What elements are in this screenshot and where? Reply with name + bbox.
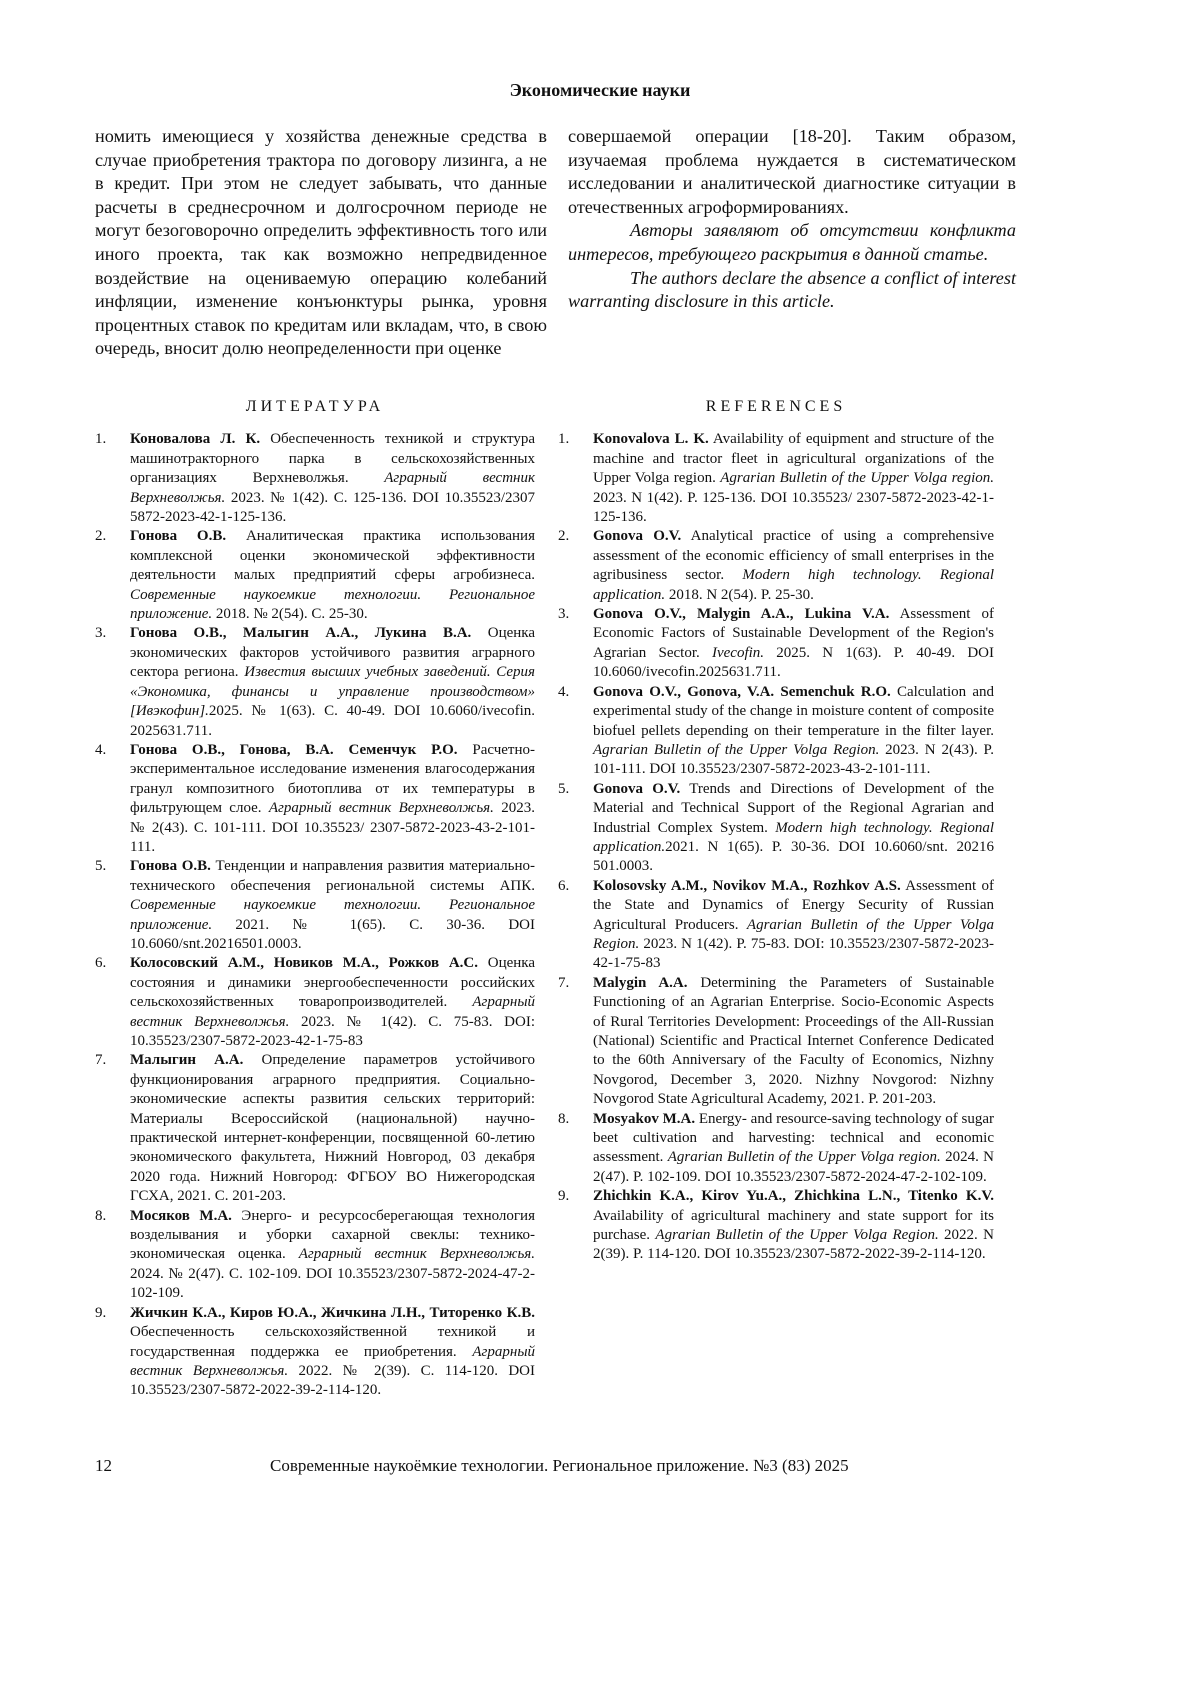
reference-item bbox=[95, 430, 535, 527]
reference-item bbox=[558, 605, 994, 683]
reference-authors: Malygin A.A. bbox=[593, 974, 688, 991]
reference-text: Energy- and resource-saving technology of sugar beet cultivation and harvesting: technical and economic assessment. bbox=[593, 1110, 995, 1166]
literature-list bbox=[95, 397, 535, 1401]
reference-number: 6. bbox=[95, 955, 107, 972]
reference-text: Оценка состояния и динамики энергообеспеченности российских сельскохозяйственных товаропроизводителей. bbox=[130, 955, 535, 1011]
reference-authors: Жичкин К.А., Киров Ю.А., Жичкина Л.Н., Титоренко К.В. bbox=[130, 1304, 535, 1321]
reference-number: 3. bbox=[95, 625, 107, 642]
reference-text: Определение параметров устойчивого функционирования аграрного предприятия. Социально-экономические аспекты развития сельских территорий: Материалы Всероссийской (национальной) научно-практической интернет-конференции, посвященной 60-летию экономического факультета, Нижний Новгород, 03 декабря 2020 года. Нижний Новгород: ФГБОУ ВО Нижегородская ГСХА, 2021. С. 201-203. bbox=[130, 1052, 535, 1205]
reference-item bbox=[558, 877, 994, 974]
right-column bbox=[568, 125, 1016, 314]
reference-authors: Гонова О.В., Гонова, В.А. Семенчук Р.О. bbox=[130, 741, 458, 758]
reference-details: 2024. N 2(47). P. 102-109. DOI 10.35523/2307-5872-2024-47-2-102-109. bbox=[593, 1149, 994, 1185]
reference-number: 4. bbox=[95, 741, 107, 758]
reference-item bbox=[95, 624, 535, 740]
reference-text: Calculation and experimental study of the change in moisture content of composite biofuel pellets depending on their temperature in the filter layer. bbox=[593, 683, 994, 739]
reference-details: 2018. № 2(54). С. 25-30. bbox=[212, 606, 368, 623]
reference-number: 9. bbox=[95, 1304, 107, 1321]
reference-details: 2022. № 2(39). С. 114-120. DOI 10.35523/2307-5872-2022-39-2-114-120. bbox=[130, 1362, 535, 1399]
reference-details: 2024. № 2(47). С. 102-109. DOI 10.35523/2307-5872-2024-47-2-102-109. bbox=[130, 1265, 535, 1302]
reference-authors: Konovalova L. K. bbox=[593, 431, 709, 448]
reference-item bbox=[95, 527, 535, 624]
reference-details: 2023. № 1(42). С. 125-136. DOI 10.35523/2307 5872-2023-42-1-125-136. bbox=[130, 489, 535, 526]
reference-number: 9. bbox=[558, 1188, 570, 1205]
reference-text: Энерго- и ресурсосберегающая технология возделывания и уборки сахарной свеклы: технико-экономическая оценка. bbox=[130, 1207, 535, 1263]
reference-item bbox=[558, 780, 994, 877]
reference-item bbox=[558, 1110, 994, 1188]
reference-journal: Современные наукоемкие технологии. Региональное приложение. bbox=[130, 586, 535, 623]
reference-journal: Аграрный вестник Верхневолжья. bbox=[130, 470, 535, 506]
journal-title: Современные наукоёмкие технологии. Региональное приложение. №3 (83) 2025 bbox=[270, 1456, 849, 1475]
reference-journal: Agrarian Bulletin of the Upper Volga Region. bbox=[593, 741, 880, 758]
reference-number: 2. bbox=[95, 528, 107, 545]
reference-journal: Agrarian Bulletin of the Upper Volga region. bbox=[667, 1149, 941, 1166]
reference-authors: Малыгин А.А. bbox=[130, 1052, 244, 1069]
reference-authors: Гонова О.В., Малыгин А.А., Лукина В.А. bbox=[130, 625, 472, 642]
reference-details: 2022. N 2(39). P. 114-120. DOI 10.35523/2307-5872-2022-39-2-114-120. bbox=[593, 1227, 994, 1263]
reference-text: Analytical practice of using a comprehensive assessment of the economic efficiency of small enterprises in the agribusiness sector. bbox=[593, 528, 994, 584]
reference-text: Аналитическая практика использования комплексной оценки экономической эффективности деятельности малых предприятий сферы агробизнеса. bbox=[130, 528, 535, 584]
reference-details: 2023. № 2(43). С. 101-111. DOI 10.35523/ 2307-5872-2023-43-2-101-111. bbox=[130, 800, 535, 855]
body-paragraph: совершаемой операции [18-20]. Таким образом, изучаемая проблема нуждается в систематическом исследовании и аналитической диагностике ситуации в отечественных агроформированиях. bbox=[568, 126, 1016, 217]
reference-text: Determining the Parameters of Sustainable Functioning of an Agrarian Enterprise. Socio-Economic Aspects of Rural Territories Development: Proceedings of the All-Russian (National) Scientific and Practical Internet Conference Dedicated to the 60th Anniversary of the Faculty of Economics, Nizhny Novgorod, December 3, 2020. Nizhny Novgorod: Nizhny Novgorod State Agricultural Academy, 2021. P. 201-203. bbox=[593, 974, 994, 1108]
reference-details: 2023. № 1(42). С. 75-83. DOI: 10.35523/2307-5872-2023-42-1-75-83 bbox=[130, 1013, 535, 1049]
reference-details: 2025. № 1(63). С. 40-49. DOI 10.6060/ivecofin. 2025631.711. bbox=[130, 703, 535, 739]
reference-text: Оценка экономических факторов устойчивого развития аграрного сектора региона. bbox=[130, 625, 535, 681]
reference-number: 7. bbox=[95, 1052, 107, 1069]
reference-text: Обеспеченность сельскохозяйственной техникой и государственная поддержка ее приобретения. bbox=[130, 1324, 535, 1360]
reference-item bbox=[95, 857, 535, 954]
reference-text: Availability of equipment and structure of the machine and tractor fleet in agricultural organizations of the Upper Volga region. bbox=[593, 431, 994, 487]
reference-authors: Kolosovsky A.M., Novikov M.A., Rozhkov A.S. bbox=[593, 877, 901, 894]
reference-authors: Колосовский А.М., Новиков М.А., Рожков А.С. bbox=[130, 955, 478, 972]
reference-number: 2. bbox=[558, 528, 570, 545]
reference-authors: Гонова О.В. bbox=[130, 528, 227, 545]
reference-item bbox=[95, 741, 535, 857]
reference-details: 2023. N 2(43). P. 101-111. DOI 10.35523/2307-5872-2023-43-2-101-111. bbox=[593, 741, 994, 778]
reference-details: 2021. № 1(65). С. 30-36. DOI 10.6060/snt.20216501.0003. bbox=[130, 916, 535, 952]
reference-item bbox=[95, 1304, 535, 1401]
reference-number: 8. bbox=[558, 1110, 570, 1127]
reference-journal: Аграрный вестник Верхневолжья. bbox=[130, 994, 535, 1030]
reference-journal: Modern high technology. Regional application. bbox=[593, 819, 994, 855]
reference-journal: Аграрный вестник Верхневолжья. bbox=[130, 1343, 535, 1379]
reference-number: 5. bbox=[558, 780, 570, 797]
reference-authors: Gonova O.V., Malygin A.A., Lukina V.A. bbox=[593, 606, 890, 623]
reference-journal: Ivecofin. bbox=[711, 644, 765, 661]
reference-item bbox=[95, 1051, 535, 1206]
body-paragraph: номить имеющиеся у хозяйства денежные средства в случае приобретения трактора по договору лизинга, а не в кредит. При этом не следует забывать, что данные расчеты в среднесрочном и долгосрочном периоде не могут безоговорочно определить эффективность того или иного проекта, так как возможно непредвиденное воздействие на оцениваемую операцию колебаний инфляции, изменение конъюнктуры рынка, уровня процентных ставок по кредитам или вкладам, что, в свою очередь, вносит долю неопределенности при оценке bbox=[95, 126, 547, 359]
reference-details: 2025. N 1(63). P. 40-49. DOI 10.6060/ivecofin.2025631.711. bbox=[593, 644, 994, 681]
reference-number: 1. bbox=[558, 431, 570, 448]
reference-item bbox=[558, 527, 994, 605]
reference-authors: Mosyakov M.A. bbox=[593, 1110, 696, 1127]
reference-item bbox=[558, 430, 994, 527]
reference-item bbox=[558, 1187, 994, 1265]
reference-authors: Гонова О.В. bbox=[130, 858, 211, 875]
reference-journal: Agrarian Bulletin of the Upper Volga region. bbox=[720, 470, 995, 487]
reference-journal: Аграрный вестник Верхневолжья. bbox=[268, 800, 494, 817]
section-header: Экономические науки bbox=[509, 80, 691, 100]
left-column bbox=[95, 125, 547, 361]
reference-text: Обеспеченность техникой и структура машинотракторного парка в сельскохозяйственных организациях Верхневолжья. bbox=[130, 431, 536, 487]
reference-number: 3. bbox=[558, 606, 570, 623]
reference-details: 2018. N 2(54). P. 25-30. bbox=[665, 586, 814, 603]
reference-journal: Agrarian Bulletin of the Upper Volga Region. bbox=[655, 1227, 939, 1244]
reference-authors: Gonova O.V. bbox=[593, 528, 682, 545]
reference-authors: Zhichkin K.A., Kirov Yu.A., Zhichkina L.N., Titenko K.V. bbox=[593, 1188, 994, 1205]
reference-authors: Коновалова Л. К. bbox=[130, 431, 261, 448]
reference-authors: Мосяков М.А. bbox=[130, 1207, 232, 1224]
reference-journal: Аграрный вестник Верхневолжья. bbox=[298, 1246, 535, 1263]
references-title: REFERENCES bbox=[705, 398, 847, 415]
references-list bbox=[558, 397, 994, 1265]
reference-details: 2023. N 1(42). P. 125-136. DOI 10.35523/ 2307-5872-2023-42-1-125-136. bbox=[593, 489, 994, 526]
reference-text: Assessment of Economic Factors of Sustainable Development of the Region's Agrarian Sector. bbox=[593, 606, 994, 661]
reference-details: 2023. N 1(42). P. 75-83. DOI: 10.35523/2307-5872-2023-42-1-75-83 bbox=[593, 935, 994, 972]
conflict-statement-en: The authors declare the absence a conflict of interest warranting disclosure in this article. bbox=[568, 267, 1016, 312]
reference-number: 6. bbox=[558, 877, 570, 894]
page-number: 12 bbox=[95, 1456, 112, 1475]
conflict-statement-ru: Авторы заявляют об отсутствии конфликта интересов, требующего раскрытия в данной статье. bbox=[568, 220, 1016, 264]
reference-text: Trends and Directions of Development of the Material and Technical Support of the Regional Agrarian and Industrial Complex System. bbox=[593, 780, 995, 836]
reference-number: 7. bbox=[558, 974, 570, 991]
reference-journal: Известия высших учебных заведений. Серия «Экономика, финансы и управление производством» [Ивэкофин]. bbox=[130, 664, 535, 720]
reference-authors: Gonova O.V., Gonova, V.A. Semenchuk R.O. bbox=[593, 683, 891, 700]
reference-number: 4. bbox=[558, 683, 570, 700]
literature-title: ЛИТЕРАТУРА bbox=[245, 398, 385, 415]
reference-item bbox=[558, 974, 994, 1110]
reference-number: 8. bbox=[95, 1207, 107, 1224]
reference-item bbox=[558, 683, 994, 780]
reference-text: Availability of agricultural machinery and state support for its purchase. bbox=[593, 1207, 994, 1244]
reference-number: 1. bbox=[95, 431, 107, 448]
reference-text: Assessment of the State and Dynamics of Energy Security of Russian Agricultural Producers. bbox=[593, 877, 994, 933]
reference-item bbox=[95, 954, 535, 1051]
reference-journal: Современные наукоемкие технологии. Региональное приложение. bbox=[130, 897, 535, 933]
reference-text: Тенденции и направления развития материально-технического обеспечения региональной системы АПК. bbox=[130, 858, 535, 894]
reference-journal: Agrarian Bulletin of the Upper Volga Region. bbox=[593, 916, 995, 952]
reference-authors: Gonova O.V. bbox=[593, 780, 681, 797]
reference-number: 5. bbox=[95, 858, 107, 875]
reference-details: 2021. N 1(65). P. 30-36. DOI 10.6060/snt. 20216 501.0003. bbox=[593, 838, 994, 875]
reference-journal: Modern high technology. Regional application. bbox=[593, 567, 994, 603]
reference-text: Расчетно-экспериментальное исследование изменения влагосодержания гранул композитного биотоплива от их температуры в фильтрующем слое. bbox=[130, 741, 536, 817]
reference-item bbox=[95, 1207, 535, 1304]
